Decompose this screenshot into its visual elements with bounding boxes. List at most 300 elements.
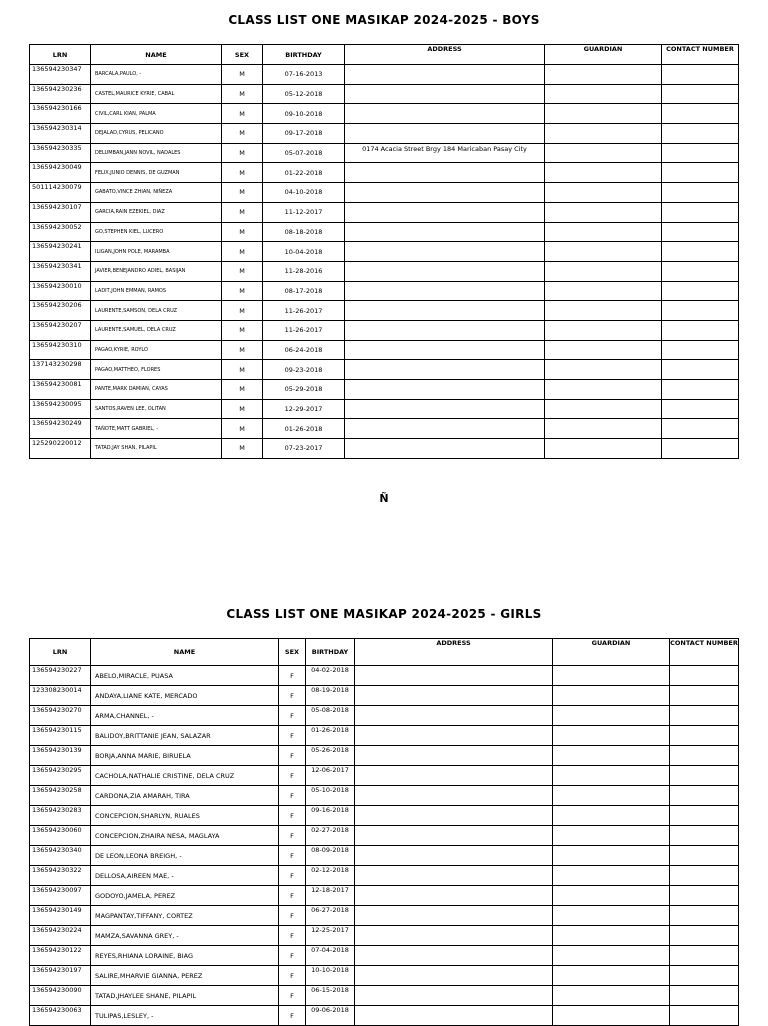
name-cell: CIVIL,CARL KIAN, PALMA	[91, 104, 222, 124]
address-cell	[345, 222, 545, 242]
contact-cell	[662, 242, 739, 262]
contact-cell	[662, 380, 739, 400]
lrn-cell: 136594230341	[30, 261, 91, 281]
guardian-cell	[553, 746, 670, 766]
birthday-cell: 09-16-2018	[306, 806, 355, 826]
guardian-cell	[545, 439, 662, 459]
lrn-cell: 136594230166	[30, 104, 91, 124]
name-cell: CASTEL,MAURICE KYRIE, CABAL	[91, 84, 222, 104]
contact-cell	[670, 686, 739, 706]
guardian-cell	[545, 163, 662, 183]
lrn-cell: 136594230097	[30, 886, 91, 906]
sex-cell: M	[222, 124, 263, 144]
girls-class-table	[29, 638, 739, 1026]
sex-cell: F	[279, 946, 306, 966]
boys-header-lrn: LRN	[30, 45, 91, 65]
birthday-cell: 07-23-2017	[263, 439, 345, 459]
lrn-cell: 136594230049	[30, 163, 91, 183]
sex-cell: M	[222, 261, 263, 281]
lrn-cell: 136594230236	[30, 84, 91, 104]
guardian-cell	[553, 906, 670, 926]
lrn-cell: 137143230298	[30, 360, 91, 380]
address-cell	[345, 320, 545, 340]
sex-cell: F	[279, 706, 306, 726]
sex-cell: F	[279, 746, 306, 766]
name-cell: PANTE,MARK DAMIAN, CAYAS	[91, 380, 222, 400]
guardian-cell	[545, 183, 662, 203]
lrn-cell: 136594230063	[30, 1006, 91, 1026]
lrn-cell: 136594230270	[30, 706, 91, 726]
name-cell: CARDONA,ZIA AMARAH, TIRA	[91, 786, 279, 806]
name-cell: DELLOSA,AIREEN MAE, -	[91, 866, 279, 886]
birthday-cell: 05-08-2018	[306, 706, 355, 726]
guardian-cell	[553, 886, 670, 906]
address-cell	[355, 866, 553, 886]
lrn-cell: 136594230010	[30, 281, 91, 301]
table-row	[30, 439, 739, 459]
birthday-cell: 12-25-2017	[306, 926, 355, 946]
contact-cell	[670, 726, 739, 746]
birthday-cell: 09-17-2018	[263, 124, 345, 144]
contact-cell	[670, 946, 739, 966]
name-cell: MAGPANTAY,TIFFANY, CORTEZ	[91, 906, 279, 926]
table-row	[30, 419, 739, 439]
sex-cell: F	[279, 826, 306, 846]
contact-cell	[670, 746, 739, 766]
lrn-cell: 136594230060	[30, 826, 91, 846]
girls-table-body	[30, 666, 739, 1026]
guardian-cell	[545, 104, 662, 124]
birthday-cell: 02-12-2018	[306, 866, 355, 886]
guardian-cell	[553, 786, 670, 806]
contact-cell	[662, 104, 739, 124]
boys-header-birthday: BIRTHDAY	[263, 45, 345, 65]
lrn-cell: 136594230249	[30, 419, 91, 439]
guardian-cell	[553, 806, 670, 826]
table-row	[30, 786, 739, 806]
name-cell: MAMZA,SAVANNA GREY, -	[91, 926, 279, 946]
contact-cell	[662, 124, 739, 144]
table-row	[30, 360, 739, 380]
birthday-cell: 12-06-2017	[306, 766, 355, 786]
table-row	[30, 124, 739, 144]
guardian-cell	[553, 946, 670, 966]
guardian-cell	[553, 666, 670, 686]
address-cell	[355, 886, 553, 906]
address-cell	[345, 380, 545, 400]
guardian-cell	[553, 766, 670, 786]
boys-class-table	[29, 44, 739, 459]
address-cell	[345, 242, 545, 262]
table-row	[30, 866, 739, 886]
sex-cell: M	[222, 399, 263, 419]
table-row	[30, 222, 739, 242]
boys-header-contact: CONTACT NUMBER	[662, 45, 739, 65]
contact-cell	[670, 906, 739, 926]
guardian-cell	[553, 866, 670, 886]
birthday-cell: 04-02-2018	[306, 666, 355, 686]
guardian-cell	[545, 419, 662, 439]
sex-cell: F	[279, 966, 306, 986]
address-cell	[355, 746, 553, 766]
name-cell: BALIDOY,BRITTANIE JEAN, SALAZAR	[91, 726, 279, 746]
address-cell	[355, 706, 553, 726]
name-cell: CONCEPCION,SHARLYN, RUALES	[91, 806, 279, 826]
lrn-cell: 136594230241	[30, 242, 91, 262]
name-cell: FELIX,JUNIO DENNIS, DE GUZMAN	[91, 163, 222, 183]
contact-cell	[662, 222, 739, 242]
guardian-cell	[553, 726, 670, 746]
birthday-cell: 01-26-2018	[306, 726, 355, 746]
birthday-cell: 05-26-2018	[306, 746, 355, 766]
table-row	[30, 746, 739, 766]
boys-header-name: NAME	[91, 45, 222, 65]
name-cell: GODOYO,JAMELA, PEREZ	[91, 886, 279, 906]
guardian-cell	[545, 281, 662, 301]
table-row	[30, 281, 739, 301]
contact-cell	[662, 360, 739, 380]
guardian-cell	[553, 846, 670, 866]
lrn-cell: 136594230052	[30, 222, 91, 242]
lrn-cell: 136594230139	[30, 746, 91, 766]
lrn-cell: 136594230115	[30, 726, 91, 746]
lrn-cell: 136594230149	[30, 906, 91, 926]
contact-cell	[662, 301, 739, 321]
lrn-cell: 136594230095	[30, 399, 91, 419]
sex-cell: M	[222, 340, 263, 360]
lrn-cell: 136594230090	[30, 986, 91, 1006]
sex-cell: F	[279, 906, 306, 926]
lrn-cell: 136594230227	[30, 666, 91, 686]
name-cell: TULIPAS,LESLEY, -	[91, 1006, 279, 1026]
sex-cell: F	[279, 726, 306, 746]
lrn-cell: 136594230335	[30, 143, 91, 163]
birthday-cell: 06-24-2018	[263, 340, 345, 360]
address-cell	[345, 183, 545, 203]
name-cell: ARMA,CHANNEL, -	[91, 706, 279, 726]
birthday-cell: 11-26-2017	[263, 301, 345, 321]
address-cell	[345, 340, 545, 360]
birthday-cell: 05-12-2018	[263, 84, 345, 104]
birthday-cell: 10-04-2018	[263, 242, 345, 262]
sex-cell: M	[222, 163, 263, 183]
birthday-cell: 05-07-2018	[263, 143, 345, 163]
contact-cell	[670, 806, 739, 826]
guardian-cell	[553, 926, 670, 946]
guardian-cell	[545, 143, 662, 163]
name-cell: CACHOLA,NATHALIE CRISTINE, DELA CRUZ	[91, 766, 279, 786]
table-row	[30, 380, 739, 400]
sex-cell: F	[279, 786, 306, 806]
lrn-cell: 136594230322	[30, 866, 91, 886]
name-cell: DEJALAD,CYRUS, PELICANO	[91, 124, 222, 144]
guardian-cell	[545, 380, 662, 400]
boys-header-sex: SEX	[222, 45, 263, 65]
contact-cell	[670, 866, 739, 886]
lrn-cell: 136594230197	[30, 966, 91, 986]
girls-header-guardian: GUARDIAN	[553, 639, 670, 666]
name-cell: PAGAO,MATTHEO, FLORES	[91, 360, 222, 380]
sex-cell: M	[222, 439, 263, 459]
boys-header-address: ADDRESS	[345, 45, 545, 65]
table-row	[30, 886, 739, 906]
sex-cell: M	[222, 84, 263, 104]
table-row	[30, 686, 739, 706]
girls-header-name: NAME	[91, 639, 279, 666]
sex-cell: M	[222, 419, 263, 439]
birthday-cell: 08-18-2018	[263, 222, 345, 242]
lrn-cell: 123308230014	[30, 686, 91, 706]
address-cell	[345, 65, 545, 85]
sex-cell: F	[279, 866, 306, 886]
name-cell: TAÑOTE,MATT GABRIEL, -	[91, 419, 222, 439]
table-row	[30, 202, 739, 222]
lrn-cell: 501114230079	[30, 183, 91, 203]
birthday-cell: 07-16-2013	[263, 65, 345, 85]
birthday-cell: 05-29-2018	[263, 380, 345, 400]
contact-cell	[662, 320, 739, 340]
guardian-cell	[545, 399, 662, 419]
birthday-cell: 02-27-2018	[306, 826, 355, 846]
address-cell	[355, 966, 553, 986]
contact-cell	[662, 202, 739, 222]
name-cell: SALIRE,MHARVIE GIANNA, PEREZ	[91, 966, 279, 986]
lrn-cell: 136594230283	[30, 806, 91, 826]
table-row	[30, 706, 739, 726]
address-cell	[355, 846, 553, 866]
guardian-cell	[545, 202, 662, 222]
table-row	[30, 242, 739, 262]
lrn-cell: 125290220012	[30, 439, 91, 459]
guardian-cell	[545, 124, 662, 144]
address-cell	[355, 686, 553, 706]
contact-cell	[662, 399, 739, 419]
boys-header-guardian: GUARDIAN	[545, 45, 662, 65]
sex-cell: F	[279, 686, 306, 706]
address-cell	[355, 726, 553, 746]
name-cell: LAURENTE,SAMSON, DELA CRUZ	[91, 301, 222, 321]
lrn-cell: 136594230081	[30, 380, 91, 400]
girls-header-address: ADDRESS	[355, 639, 553, 666]
table-row	[30, 1006, 739, 1026]
name-cell: PAGAO,KYRIE, ROYLO	[91, 340, 222, 360]
sex-cell: M	[222, 104, 263, 124]
address-cell	[355, 906, 553, 926]
address-cell	[355, 786, 553, 806]
name-cell: DELUMBAN,JANN NOVIL, NADALES	[91, 143, 222, 163]
guardian-cell	[545, 261, 662, 281]
contact-cell	[670, 666, 739, 686]
address-cell	[355, 826, 553, 846]
sex-cell: M	[222, 281, 263, 301]
sex-cell: F	[279, 846, 306, 866]
contact-cell	[670, 926, 739, 946]
table-row	[30, 163, 739, 183]
lrn-cell: 136594230207	[30, 320, 91, 340]
guardian-cell	[545, 65, 662, 85]
address-cell	[345, 104, 545, 124]
sex-cell: M	[222, 360, 263, 380]
birthday-cell: 08-09-2018	[306, 846, 355, 866]
table-row	[30, 261, 739, 281]
lrn-cell: 136594230258	[30, 786, 91, 806]
contact-cell	[662, 261, 739, 281]
lrn-cell: 136594230224	[30, 926, 91, 946]
contact-cell	[670, 966, 739, 986]
sex-cell: M	[222, 222, 263, 242]
address-cell	[355, 1006, 553, 1026]
name-cell: LADIT,JOHN EMMAN, RAMOS	[91, 281, 222, 301]
name-cell: GABATO,VINCE ZHIAN, NIÑEZA	[91, 183, 222, 203]
table-row	[30, 846, 739, 866]
guardian-cell	[553, 986, 670, 1006]
table-row	[30, 143, 739, 163]
contact-cell	[662, 143, 739, 163]
birthday-cell: 09-10-2018	[263, 104, 345, 124]
birthday-cell: 09-06-2018	[306, 1006, 355, 1026]
table-row	[30, 183, 739, 203]
birthday-cell: 06-15-2018	[306, 986, 355, 1006]
girls-header-contact: CONTACT NUMBER	[670, 639, 739, 666]
address-cell: 0174 Acacia Street Brgy 184 Maricaban Pasay City	[345, 143, 545, 163]
birthday-cell: 07-04-2018	[306, 946, 355, 966]
sex-cell: F	[279, 1006, 306, 1026]
guardian-cell	[545, 242, 662, 262]
name-cell: GARCIA,RAIN EZEKIEL, DIAZ	[91, 202, 222, 222]
contact-cell	[670, 826, 739, 846]
table-row	[30, 806, 739, 826]
sex-cell: F	[279, 886, 306, 906]
table-row	[30, 826, 739, 846]
contact-cell	[670, 986, 739, 1006]
name-cell: JAVIER,BENEJANDRO ADIEL, BASIJAN	[91, 261, 222, 281]
address-cell	[345, 84, 545, 104]
girls-header-birthday: BIRTHDAY	[306, 639, 355, 666]
name-cell: REYES,RHIANA LORAINE, BIAG	[91, 946, 279, 966]
boys-table-body	[30, 65, 739, 459]
guardian-cell	[553, 1006, 670, 1026]
sex-cell: F	[279, 806, 306, 826]
contact-cell	[670, 786, 739, 806]
lrn-cell: 136594230122	[30, 946, 91, 966]
table-row	[30, 966, 739, 986]
address-cell	[345, 439, 545, 459]
table-row	[30, 104, 739, 124]
lrn-cell: 136594230295	[30, 766, 91, 786]
contact-cell	[670, 846, 739, 866]
contact-cell	[662, 439, 739, 459]
boys-class-list-title: CLASS LIST ONE MASIKAP 2024-2025 - BOYS	[228, 13, 540, 27]
sex-cell: M	[222, 202, 263, 222]
birthday-cell: 12-18-2017	[306, 886, 355, 906]
contact-cell	[670, 766, 739, 786]
name-cell: ILIGAN,JOHN POLE, MARAMBA	[91, 242, 222, 262]
guardian-cell	[545, 340, 662, 360]
birthday-cell: 12-29-2017	[263, 399, 345, 419]
address-cell	[355, 926, 553, 946]
address-cell	[345, 202, 545, 222]
name-cell: BARCALA,PAULO, -	[91, 65, 222, 85]
stray-character: Ñ	[379, 492, 389, 505]
lrn-cell: 136594230206	[30, 301, 91, 321]
address-cell	[345, 124, 545, 144]
sex-cell: M	[222, 143, 263, 163]
lrn-cell: 136594230107	[30, 202, 91, 222]
name-cell: ANDAYA,LIANE KATE, MERCADO	[91, 686, 279, 706]
address-cell	[355, 806, 553, 826]
guardian-cell	[545, 222, 662, 242]
guardian-cell	[545, 360, 662, 380]
address-cell	[345, 163, 545, 183]
address-cell	[345, 281, 545, 301]
girls-class-list-title: CLASS LIST ONE MASIKAP 2024-2025 - GIRLS	[226, 607, 542, 621]
birthday-cell: 08-17-2018	[263, 281, 345, 301]
table-row	[30, 320, 739, 340]
birthday-cell: 05-10-2018	[306, 786, 355, 806]
address-cell	[355, 666, 553, 686]
name-cell: BORJA,ANNA MARIE, BIRUELA	[91, 746, 279, 766]
birthday-cell: 08-19-2018	[306, 686, 355, 706]
sex-cell: F	[279, 986, 306, 1006]
sex-cell: F	[279, 766, 306, 786]
birthday-cell: 01-22-2018	[263, 163, 345, 183]
sex-cell: M	[222, 380, 263, 400]
guardian-cell	[553, 706, 670, 726]
guardian-cell	[553, 686, 670, 706]
address-cell	[345, 301, 545, 321]
name-cell: GO,STEPHEN KIEL, LUCERO	[91, 222, 222, 242]
sex-cell: M	[222, 65, 263, 85]
name-cell: SANTOS,RAVEN LEE, OLITAN	[91, 399, 222, 419]
name-cell: LAURENTE,SAMUEL, DELA CRUZ	[91, 320, 222, 340]
contact-cell	[662, 163, 739, 183]
sex-cell: F	[279, 666, 306, 686]
table-row	[30, 926, 739, 946]
name-cell: TATAD,JHAYLEE SHANE, PILAPIL	[91, 986, 279, 1006]
table-row	[30, 301, 739, 321]
contact-cell	[662, 340, 739, 360]
name-cell: ABELO,MIRACLE, PUASA	[91, 666, 279, 686]
name-cell: CONCEPCION,ZHAIRA NESA, MAGLAYA	[91, 826, 279, 846]
sex-cell: M	[222, 301, 263, 321]
girls-header-lrn: LRN	[30, 639, 91, 666]
address-cell	[345, 360, 545, 380]
contact-cell	[670, 886, 739, 906]
table-row	[30, 766, 739, 786]
contact-cell	[670, 706, 739, 726]
contact-cell	[662, 419, 739, 439]
guardian-cell	[545, 320, 662, 340]
lrn-cell: 136594230347	[30, 65, 91, 85]
address-cell	[345, 399, 545, 419]
name-cell: TATAD,JAY SHAN, PILAPIL	[91, 439, 222, 459]
birthday-cell: 06-27-2018	[306, 906, 355, 926]
birthday-cell: 11-26-2017	[263, 320, 345, 340]
birthday-cell: 11-12-2017	[263, 202, 345, 222]
birthday-cell: 09-23-2018	[263, 360, 345, 380]
contact-cell	[662, 65, 739, 85]
guardian-cell	[545, 301, 662, 321]
sex-cell: M	[222, 183, 263, 203]
birthday-cell: 10-10-2018	[306, 966, 355, 986]
guardian-cell	[553, 826, 670, 846]
address-cell	[355, 766, 553, 786]
name-cell: DE LEON,LEONA BREIGH, -	[91, 846, 279, 866]
address-cell	[355, 986, 553, 1006]
birthday-cell: 01-26-2018	[263, 419, 345, 439]
contact-cell	[670, 1006, 739, 1026]
sex-cell: F	[279, 926, 306, 946]
